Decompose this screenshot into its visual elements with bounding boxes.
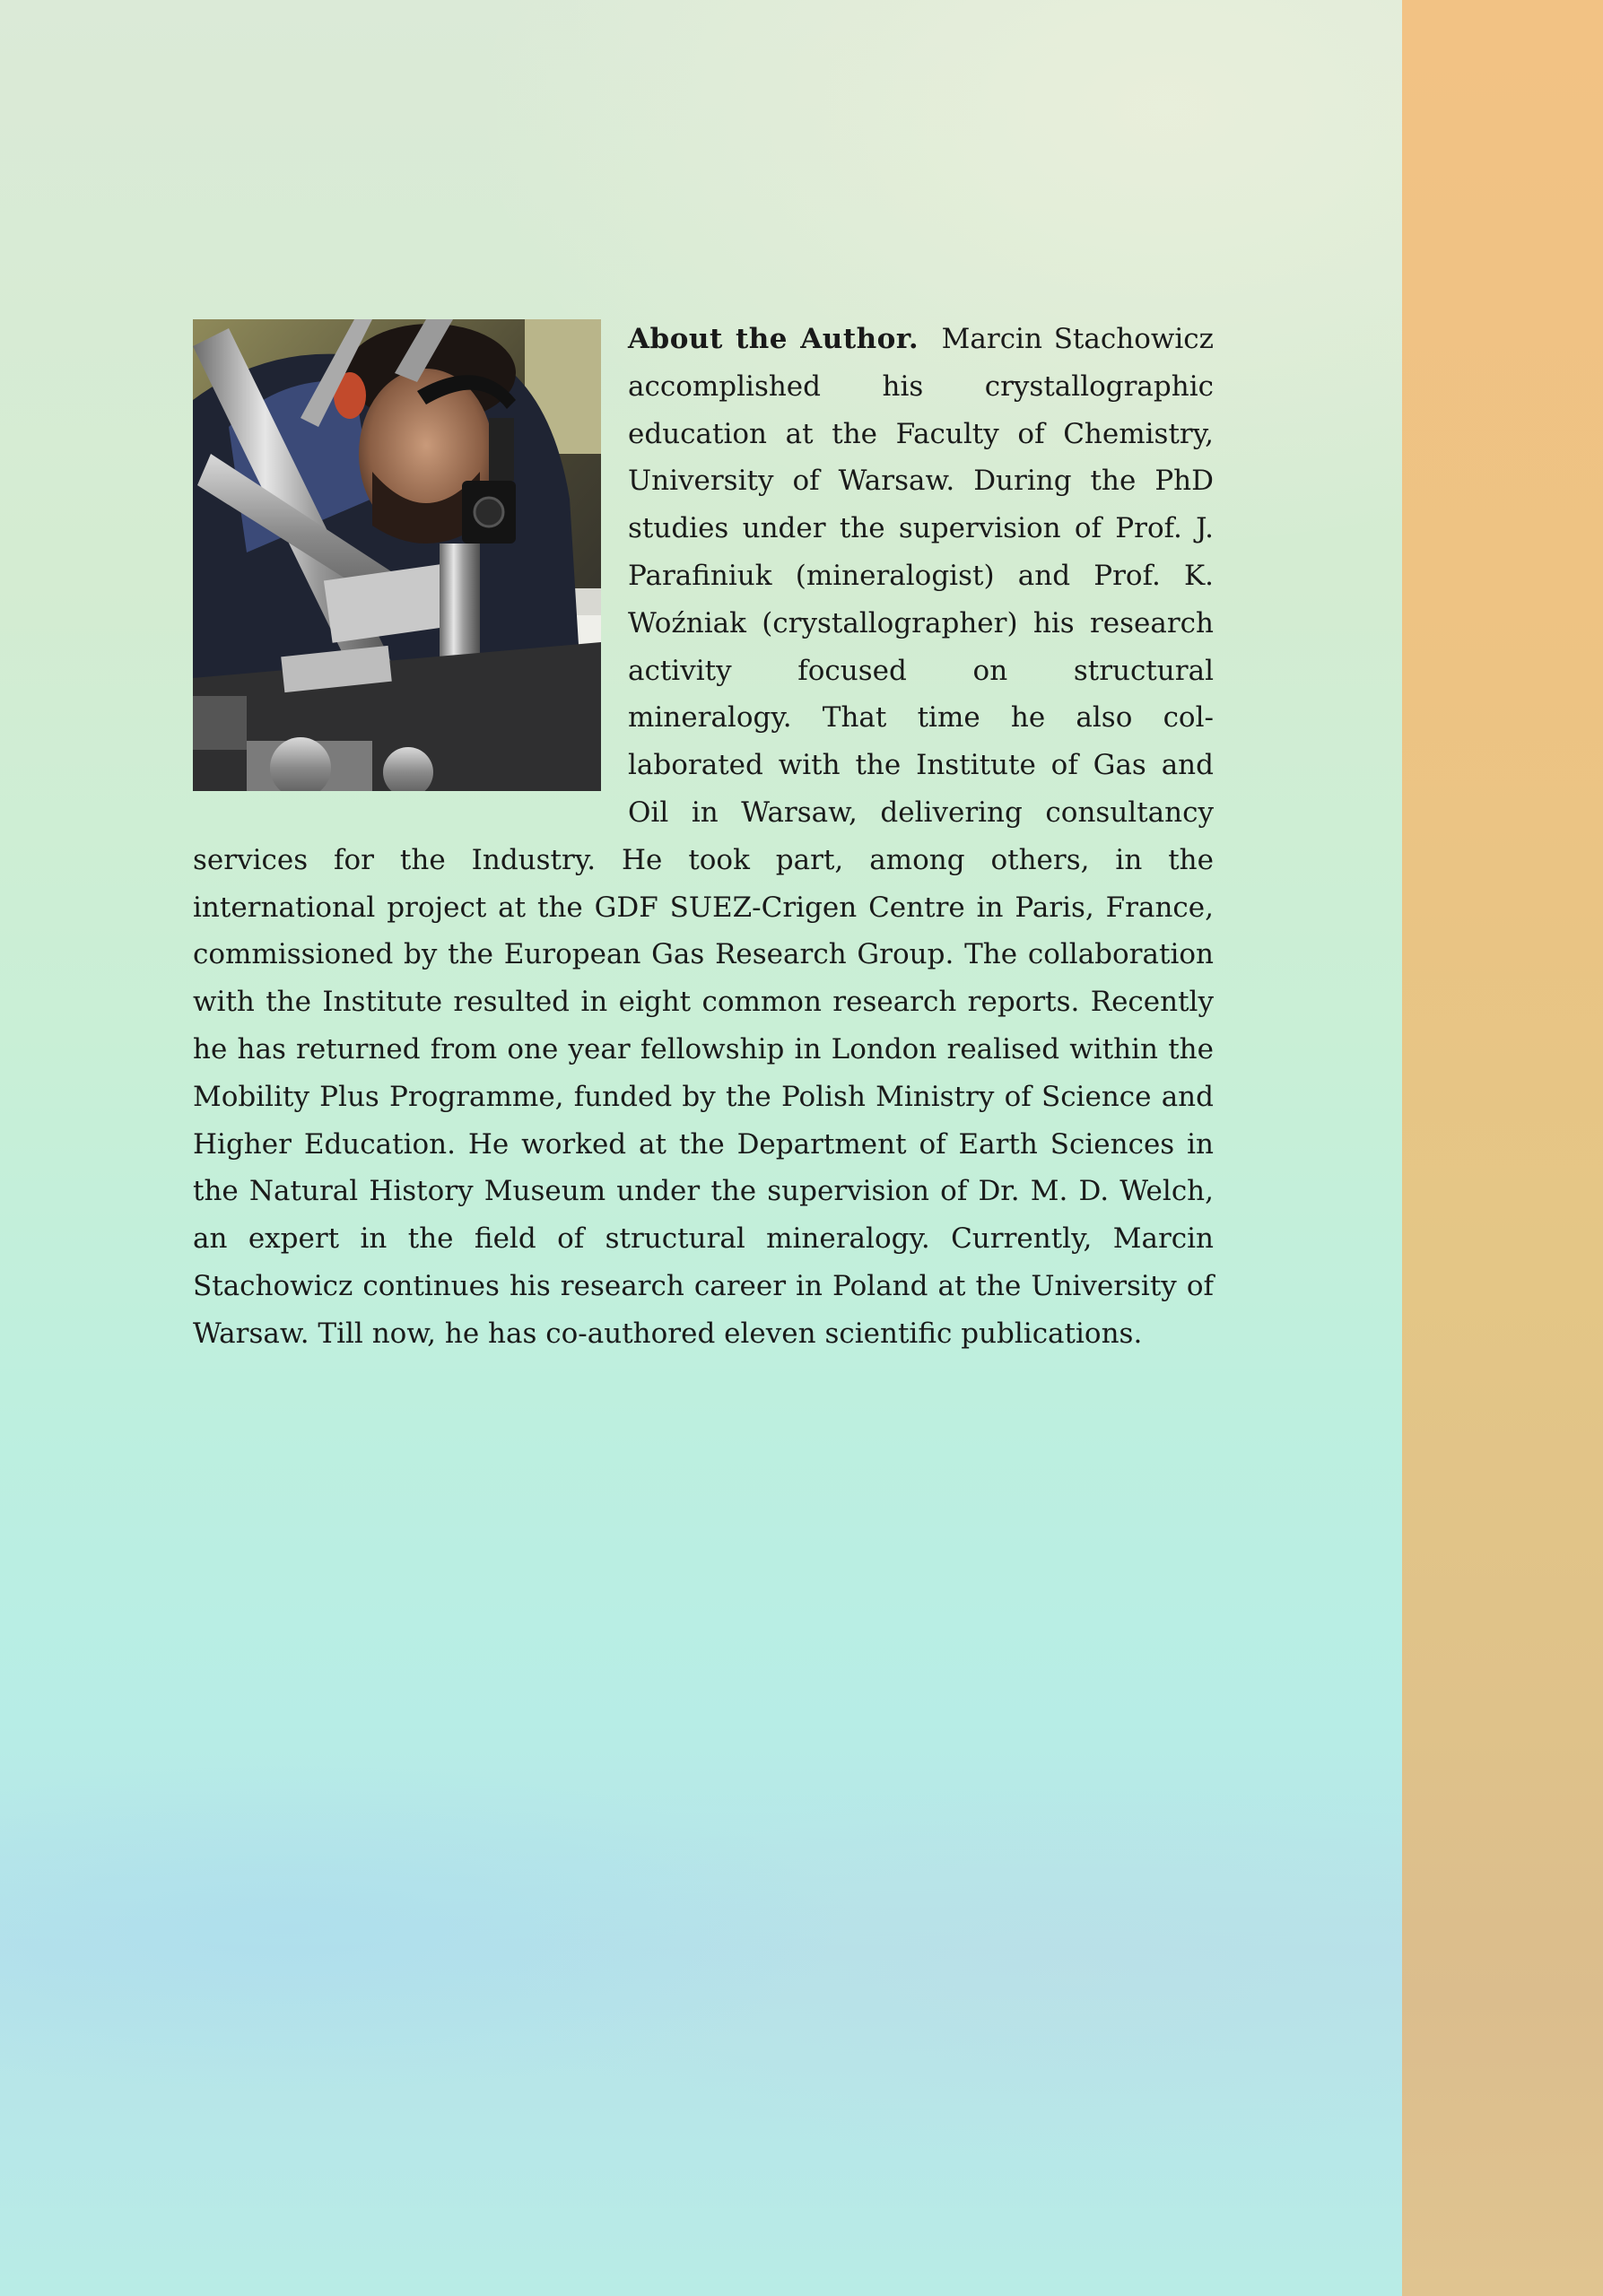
author-photo xyxy=(193,319,601,791)
side-color-stripe xyxy=(1402,0,1603,2296)
author-bio-text: Marcin Stachowicz accomplished his crystallographic education at the Faculty of Chemistry, University of Warsaw. During the PhD studies under the supervision of Prof. J. Parafiniuk (mineralogist) and Prof. K. Woźniak (crystallographer) his research activity focused on structural mineralogy. That time he also collaborated with the Institute of Gas and Oil in Warsaw, delivering consultancy services for the Industry. He took part, among others, in the international project at the GDF SUEZ-Crigen Centre in Paris, France, commissioned by the European Gas Research Group. The collaboration with the Institute resulted in eight common research reports. Recently he has returned from one year fellowship in London realised within the Mobility Plus Programme, funded by the Polish Ministry of Science and Higher Education. He worked at the Department of Earth Sciences in the Natural History Museum under the supervision of Dr. M. D. Welch, an expert in the field of structural mineralogy. Currently, Marcin Stachowicz continues his research career in Poland at the University of Warsaw. Till now, he has co-authored eleven scientific publications. xyxy=(193,323,1215,1350)
about-the-author-section xyxy=(193,316,1214,1358)
about-heading: About the Author. xyxy=(628,323,919,355)
